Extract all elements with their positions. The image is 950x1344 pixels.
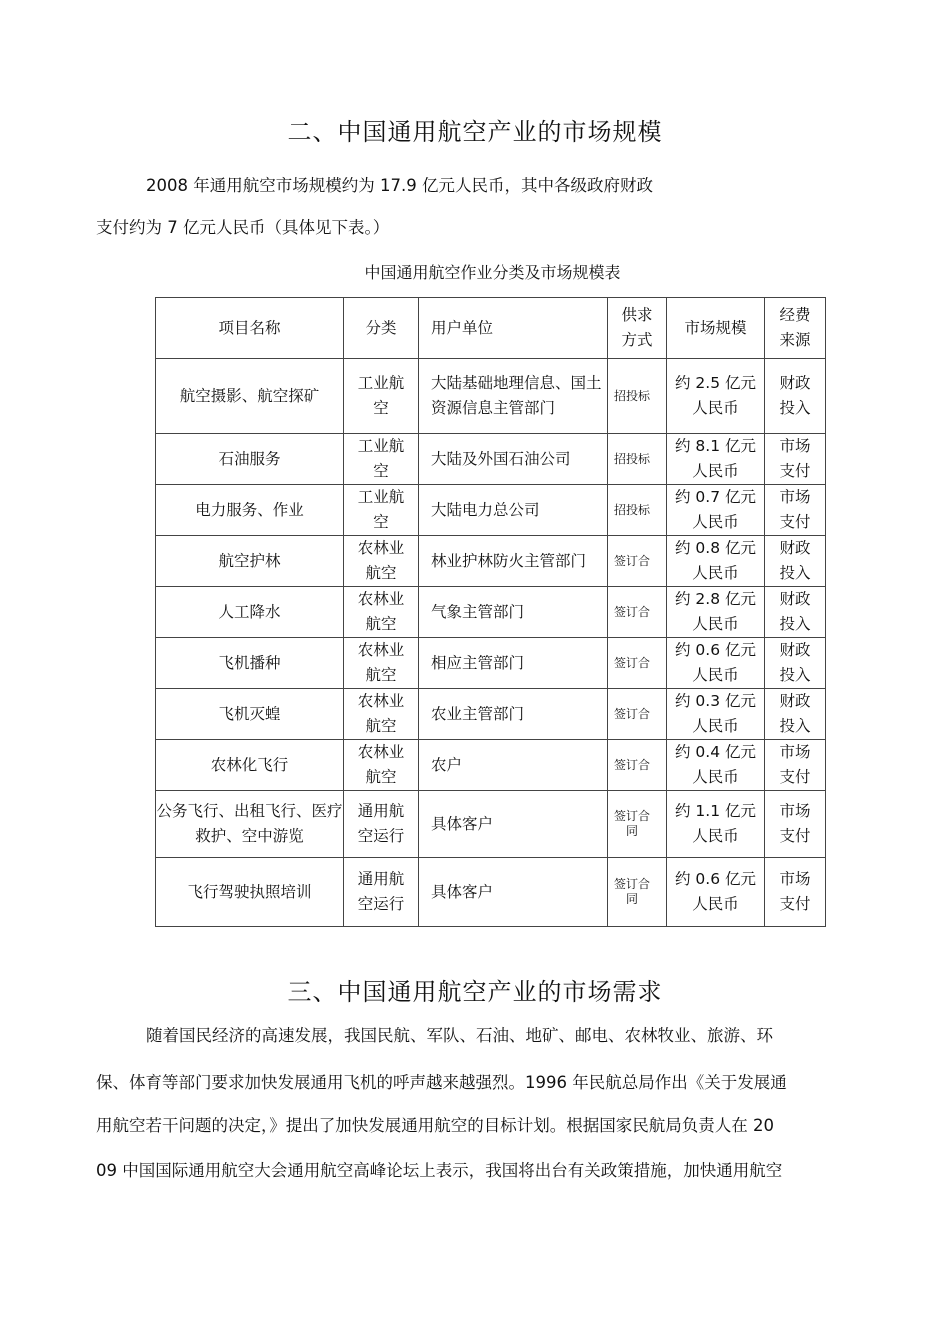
cell-market-scale: 约 0.6 亿元人民币 <box>667 638 765 689</box>
section-3-paragraph-line-1: 随着国民经济的高速发展，我国民航、军队、石油、地矿、邮电、农林牧业、旅游、环 <box>146 1026 773 1045</box>
cell-market-scale: 约 0.4 亿元人民币 <box>667 740 765 791</box>
cell-user-unit: 林业护林防火主管部门 <box>419 536 608 587</box>
header-user-unit: 用户单位 <box>419 298 608 359</box>
cell-user-unit: 相应主管部门 <box>419 638 608 689</box>
header-category: 分类 <box>344 298 419 359</box>
table-row <box>156 740 826 791</box>
cell-category: 农林业航空 <box>344 587 419 638</box>
cell-project-name: 公务飞行、出租飞行、医疗救护、空中游览 <box>156 791 344 858</box>
cell-user-unit: 大陆及外国石油公司 <box>419 434 608 485</box>
section-2-title: 二、中国通用航空产业的市场规模 <box>287 118 663 146</box>
cell-project-name: 电力服务、作业 <box>156 485 344 536</box>
section-2-paragraph-line-2: 支付约为 7 亿元人民币（具体见下表。） <box>96 218 390 237</box>
cell-supply-method: 签订合 <box>608 587 667 638</box>
table-header-row <box>156 298 826 359</box>
cell-user-unit: 农业主管部门 <box>419 689 608 740</box>
table-caption: 中国通用航空作业分类及市场规模表 <box>364 263 621 282</box>
table-row <box>156 791 826 858</box>
table-row <box>156 638 826 689</box>
cell-market-scale: 约 0.7 亿元人民币 <box>667 485 765 536</box>
cell-category: 工业航空 <box>344 485 419 536</box>
cell-fund-source: 财政投入 <box>765 359 826 434</box>
cell-project-name: 飞行驾驶执照培训 <box>156 858 344 927</box>
cell-fund-source: 市场支付 <box>765 740 826 791</box>
table-row <box>156 689 826 740</box>
cell-category: 通用航空运行 <box>344 858 419 927</box>
header-project-name: 项目名称 <box>156 298 344 359</box>
cell-supply-method: 招投标 <box>608 434 667 485</box>
cell-user-unit: 具体客户 <box>419 858 608 927</box>
cell-supply-method: 签订合 <box>608 638 667 689</box>
cell-user-unit: 大陆基础地理信息、国土资源信息主管部门 <box>419 359 608 434</box>
cell-category: 农林业航空 <box>344 740 419 791</box>
cell-market-scale: 约 2.5 亿元人民币 <box>667 359 765 434</box>
cell-market-scale: 约 0.3 亿元人民币 <box>667 689 765 740</box>
cell-fund-source: 市场支付 <box>765 858 826 927</box>
table-row <box>156 359 826 434</box>
table-row <box>156 587 826 638</box>
cell-project-name: 飞机灭蝗 <box>156 689 344 740</box>
cell-project-name: 石油服务 <box>156 434 344 485</box>
cell-market-scale: 约 1.1 亿元人民币 <box>667 791 765 858</box>
cell-fund-source: 财政投入 <box>765 638 826 689</box>
cell-market-scale: 约 0.6 亿元人民币 <box>667 858 765 927</box>
cell-fund-source: 财政投入 <box>765 587 826 638</box>
cell-category: 工业航空 <box>344 434 419 485</box>
cell-fund-source: 市场支付 <box>765 485 826 536</box>
table-row <box>156 434 826 485</box>
cell-supply-method: 签订合 <box>608 740 667 791</box>
cell-category: 农林业航空 <box>344 689 419 740</box>
cell-market-scale: 约 8.1 亿元人民币 <box>667 434 765 485</box>
header-supply-method: 供求方式 <box>608 298 667 359</box>
section-3-paragraph-line-4: 09 中国国际通用航空大会通用航空高峰论坛上表示，我国将出台有关政策措施，加快通用航空 <box>96 1161 783 1180</box>
table-row <box>156 858 826 927</box>
cell-fund-source: 财政投入 <box>765 536 826 587</box>
cell-project-name: 航空摄影、航空探矿 <box>156 359 344 434</box>
section-2-paragraph-line-1: 2008 年通用航空市场规模约为 17.9 亿元人民币，其中各级政府财政 <box>146 176 653 195</box>
cell-supply-method: 签订合 <box>608 689 667 740</box>
cell-supply-method: 签订合同 <box>608 791 667 858</box>
cell-fund-source: 市场支付 <box>765 434 826 485</box>
cell-supply-method: 签订合 <box>608 536 667 587</box>
cell-user-unit: 大陆电力总公司 <box>419 485 608 536</box>
cell-fund-source: 财政投入 <box>765 689 826 740</box>
cell-user-unit: 农户 <box>419 740 608 791</box>
cell-project-name: 航空护林 <box>156 536 344 587</box>
section-3-paragraph-line-3: 用航空若干问题的决定，》提出了加快发展通用航空的目标计划。根据国家民航局负责人在 20 <box>96 1116 774 1135</box>
market-scale-table <box>155 297 826 927</box>
section-3-title: 三、中国通用航空产业的市场需求 <box>287 978 663 1006</box>
header-market-scale: 市场规模 <box>667 298 765 359</box>
table-row <box>156 485 826 536</box>
cell-market-scale: 约 0.8 亿元人民币 <box>667 536 765 587</box>
cell-supply-method: 招投标 <box>608 359 667 434</box>
cell-category: 工业航空 <box>344 359 419 434</box>
cell-project-name: 农林化飞行 <box>156 740 344 791</box>
cell-user-unit: 具体客户 <box>419 791 608 858</box>
cell-project-name: 飞机播种 <box>156 638 344 689</box>
section-3-paragraph-line-2: 保、体育等部门要求加快发展通用飞机的呼声越来越强烈。1996 年民航总局作出《关于发展通 <box>96 1073 787 1092</box>
cell-supply-method: 签订合同 <box>608 858 667 927</box>
cell-fund-source: 市场支付 <box>765 791 826 858</box>
header-fund-source: 经费来源 <box>765 298 826 359</box>
cell-supply-method: 招投标 <box>608 485 667 536</box>
cell-market-scale: 约 2.8 亿元人民币 <box>667 587 765 638</box>
cell-user-unit: 气象主管部门 <box>419 587 608 638</box>
cell-category: 农林业航空 <box>344 536 419 587</box>
cell-category: 通用航空运行 <box>344 791 419 858</box>
cell-category: 农林业航空 <box>344 638 419 689</box>
cell-project-name: 人工降水 <box>156 587 344 638</box>
table-row <box>156 536 826 587</box>
